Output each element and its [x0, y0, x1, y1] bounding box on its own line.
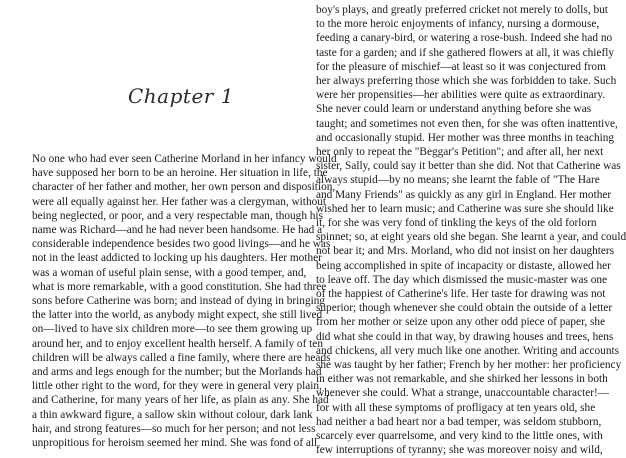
text-line: on—lived to have six children more—to see them growing up — [32, 323, 313, 336]
text-line: for the pleasure of mischief—at least so it was conjectured from — [316, 60, 606, 73]
text-line: were all equally against her. Her father was a clergyman, without — [32, 195, 327, 208]
text-line: her always preferring those which she was forbidden to take. Such — [316, 75, 617, 88]
text-line: have supposed her born to be an heroine. Her situation in life, the — [32, 167, 328, 180]
text-line: always stupid—by no means; she learnt the fable of "The Hare — [316, 174, 600, 187]
text-line: spinnet; so, at eight years old she began. She learnt a year, and could — [316, 231, 626, 244]
text-line: sons before Catherine was born; and instead of dying in bringing — [32, 295, 326, 308]
text-line: being accomplished in spite of incapacity or distaste, allowed her — [316, 259, 611, 272]
text-line: considerable independence besides two good livings—and he was — [32, 238, 331, 251]
text-line: from her mother or seize upon any other odd piece of paper, she — [316, 316, 606, 329]
text-line: whenever she could. What a strange, unaccountable character!— — [316, 387, 610, 400]
text-line: being neglected, or poor, and a very respectable man, though his — [32, 209, 323, 222]
text-line: and Many Friends" as quickly as any girl in England. Her mother — [316, 188, 612, 201]
text-line: little other right to the word, for they were in general very plain, — [32, 380, 322, 393]
text-line: around her, and to enjoy excellent health herself. A family of ten — [32, 337, 323, 350]
text-line: sister, Sally, could say it better than she did. Not that Catherine was — [316, 160, 621, 173]
text-line: character of her father and mother, her own person and disposition, — [32, 181, 336, 194]
text-line: name was Richard—and he had never been handsome. He had a — [32, 224, 323, 237]
text-line: were her propensities—her abilities were quite as extraordinary. — [316, 89, 606, 102]
text-line: hair, and strong features—so much for her person; and not less — [32, 422, 316, 435]
text-line: and occasionally stupid. Her mother was three months in teaching — [316, 131, 615, 144]
text-line: children will be always called a fine family, where there are heads — [32, 351, 331, 364]
text-line: to the more heroic enjoyments of infancy, nursing a dormouse, — [316, 18, 600, 31]
text-line: She never could learn or understand anything before she was — [316, 103, 592, 116]
text-line: few interruptions of tyranny; she was moreover noisy and wild, — [316, 444, 603, 457]
text-line: not in the least addicted to locking up his daughters. Her mother — [32, 252, 322, 265]
text-line: and chickens, all very much like one another. Writing and accounts — [316, 344, 620, 357]
text-line: the latter into the world, as anybody might expect, she still lived — [32, 309, 323, 322]
text-line: boy's plays, and greatly preferred cricket not merely to dolls, but — [316, 4, 608, 16]
text-line: a thin awkward figure, a sallow skin without colour, dark lank — [32, 408, 313, 421]
text-line: of the happiest of Catherine's life. Her taste for drawing was not — [316, 288, 606, 301]
text-line: taught; and sometimes not even then, for she was often inattentive, — [316, 117, 618, 130]
text-line: in either was not remarkable, and she shirked her lessons in both — [316, 373, 608, 386]
text-line: it, for she was very fond of tinkling the keys of the old forlorn — [316, 217, 597, 230]
text-line: unpropitious for heroism seemed her mind. She was fond of all — [32, 437, 318, 450]
text-line: to leave off. The day which dismissed the music-master was one — [316, 273, 608, 286]
text-line: not bear it; and Mrs. Morland, who did not insist on her daughters — [316, 245, 615, 258]
text-line: had neither a bad heart nor a bad temper, was seldom stubborn, — [316, 415, 602, 428]
text-line: her only to repeat the "Beggar's Petition"; and after all, her next — [316, 146, 604, 159]
text-line: No one who had ever seen Catherine Morland in her infancy would — [32, 153, 337, 165]
text-line: and Catherine, for many years of her life, as plain as any. She had — [32, 394, 329, 407]
text-line: taste for a garden; and if she gathered flowers at all, it was chiefly — [316, 46, 614, 59]
text-line: what is more remarkable, with a good constitution. She had three — [32, 280, 327, 293]
text-line: did what she could in that way, by drawing houses and trees, hens — [316, 330, 614, 343]
left-body-text — [32, 152, 337, 450]
text-line: wished her to learn music; and Catherine was sure she should like — [316, 202, 614, 215]
text-line: superior; though whenever she could obtain the outside of a letter — [316, 302, 613, 315]
chapter-title: Chapter 1 — [128, 84, 234, 108]
text-line: feeding a canary-bird, or watering a rose-bush. Indeed she had no — [316, 32, 613, 45]
right-body-text — [316, 3, 626, 458]
text-line: was a woman of useful plain sense, with a good temper, and, — [32, 266, 307, 279]
text-line: she was taught by her father; French by her mother: her proficiency — [316, 359, 622, 372]
text-line: scarcely ever quarrelsome, and very kind to the little ones, with — [316, 430, 603, 443]
text-line: and arms and legs enough for the number; but the Morlands had — [32, 366, 322, 379]
text-line: for with all these symptoms of profligacy at ten years old, she — [316, 401, 596, 414]
